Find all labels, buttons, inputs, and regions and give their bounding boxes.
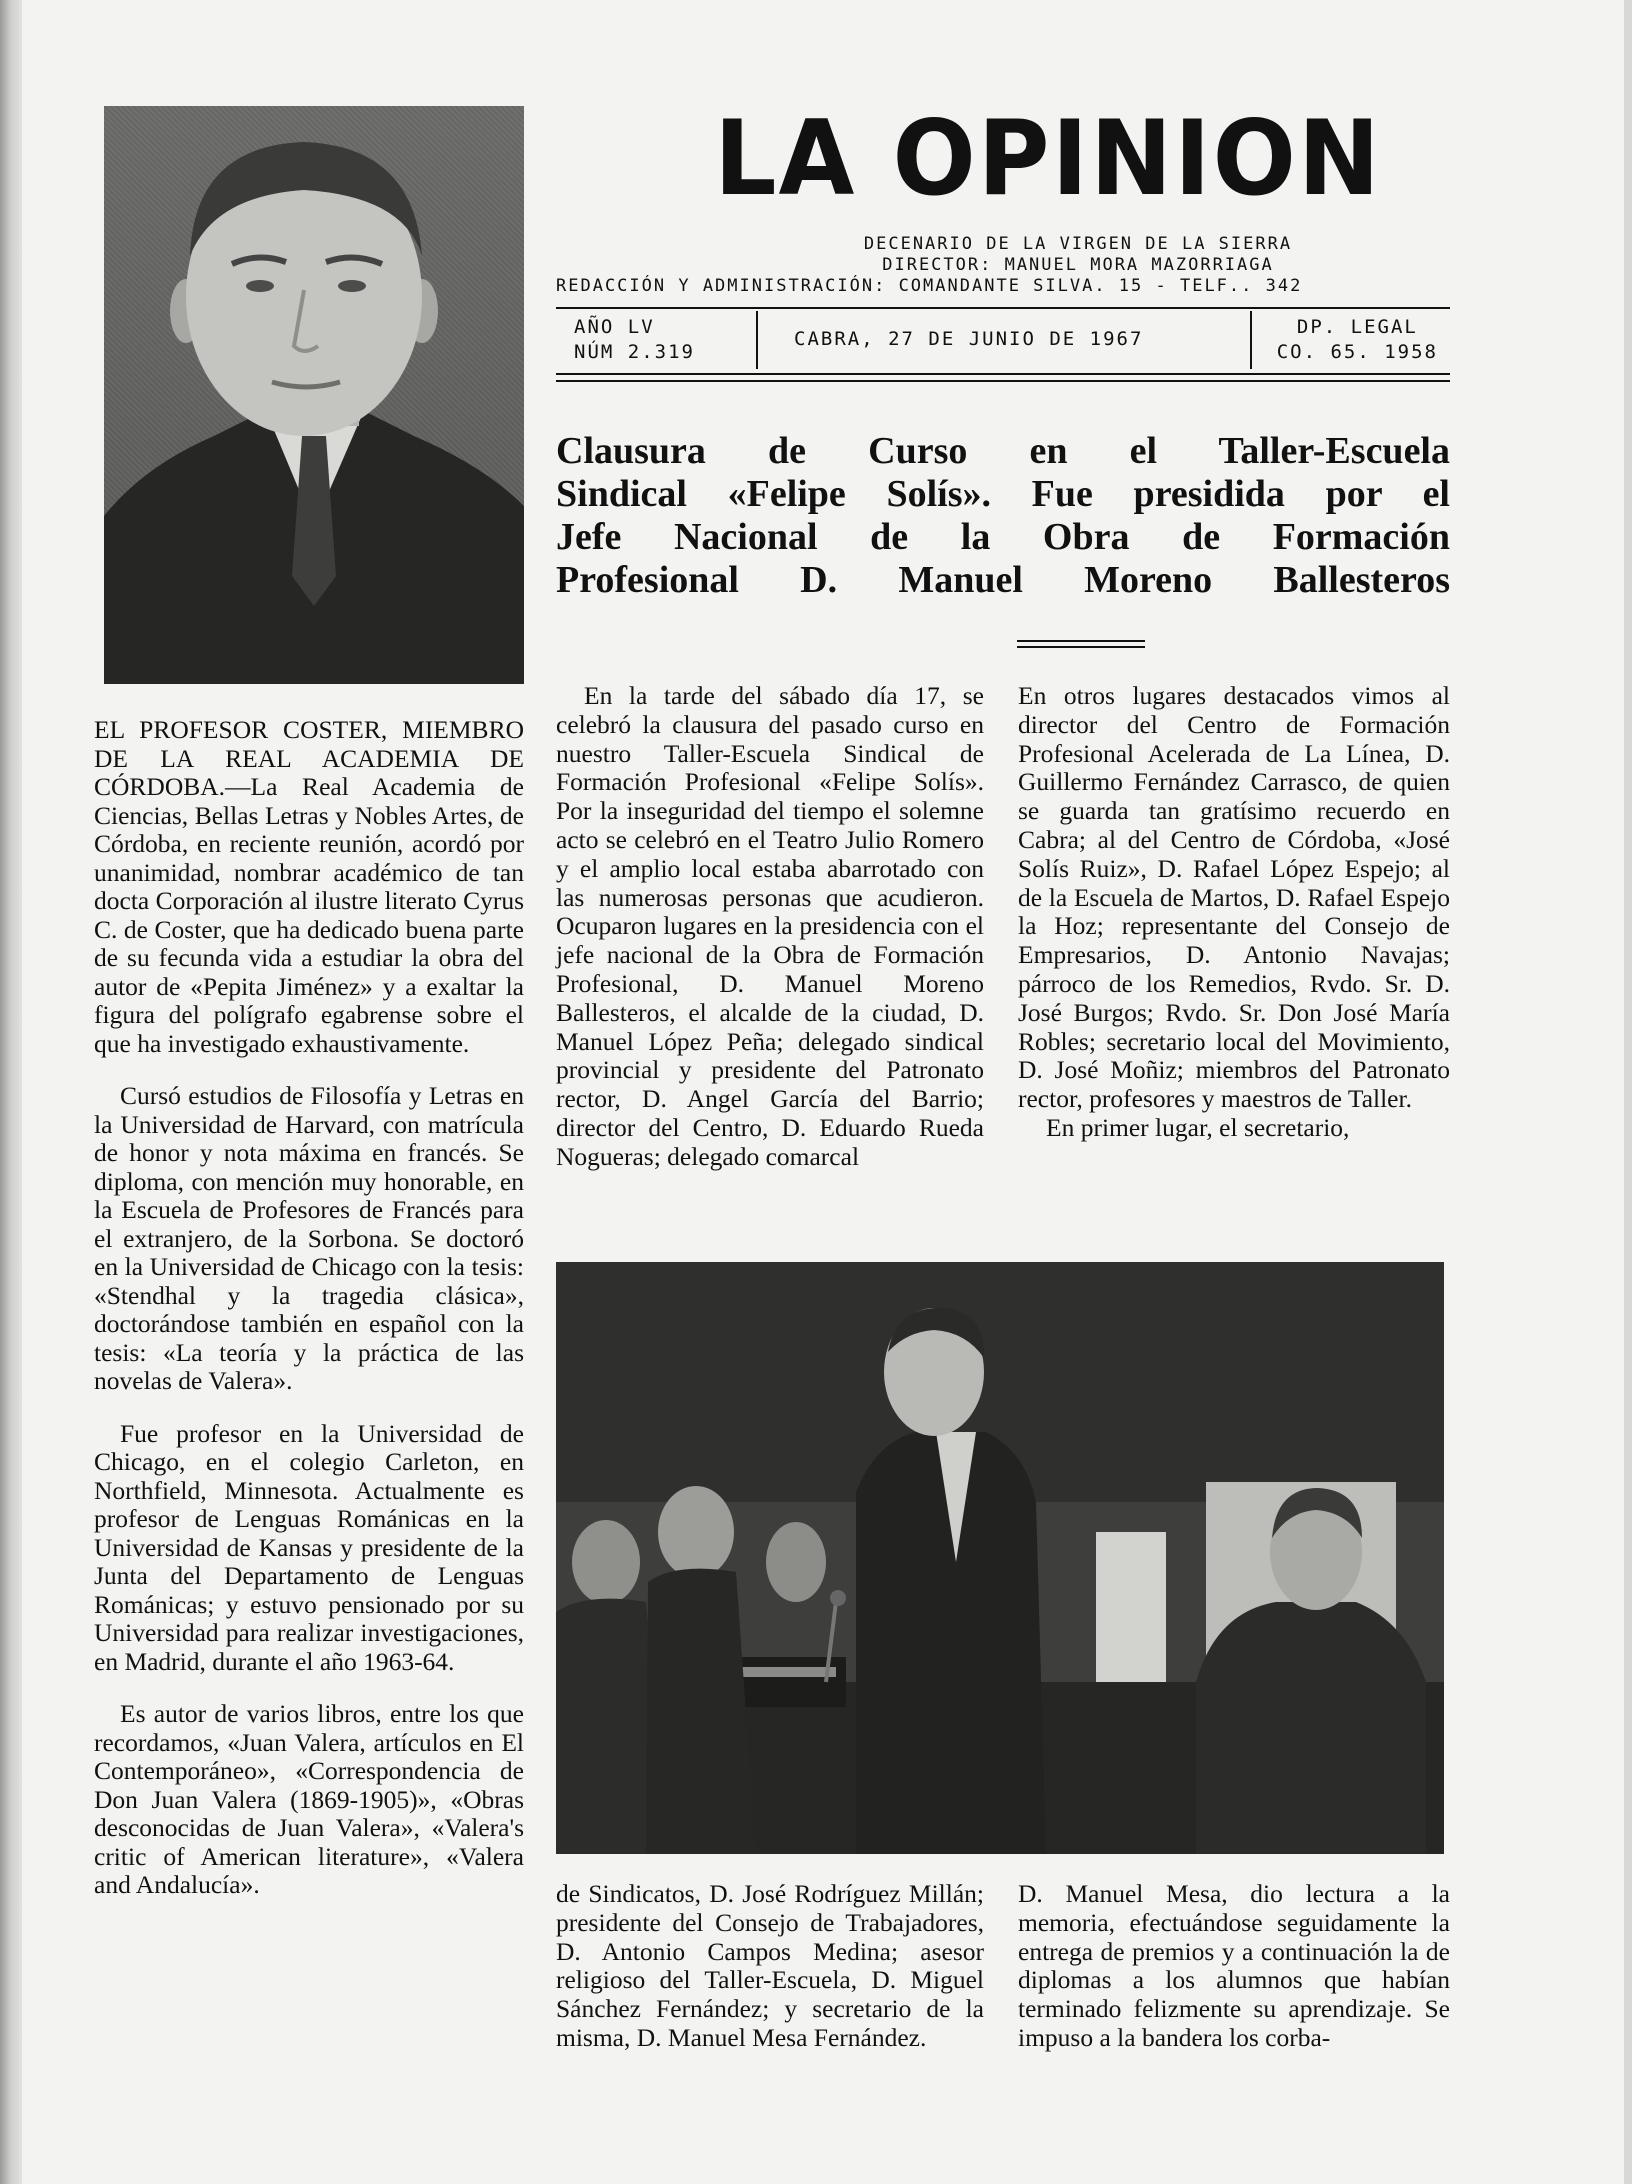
legal-deposit-label: DP. LEGAL xyxy=(1296,316,1418,338)
coster-paragraph-1: EL PROFESOR COSTER, MIEMBRO DE LA REAL ACADEMIA DE CÓRDOBA.—La Real Academia de Ciencias, Bellas Letras y Nobles Artes, de Córdoba, en reciente reunión, acordó por unanimidad, nombrar académico de tan docta Corporación al ilustre literato Cyrus C. de Coster, que ha dedicado buena parte de su fecunda vida a estudiar la obra del autor de «Pepita Jiménez» y a exaltar la figura del polígrafo egabrense sobre el que ha investigado exhaustivamente. xyxy=(94,715,524,1058)
issue-info-row xyxy=(556,309,1450,373)
issue-year: AÑO LV xyxy=(574,316,655,338)
headline-line-3: Jefe Nacional de la Obra de Formación xyxy=(556,516,1450,558)
article-col2-continued: En primer lugar, el secretario, xyxy=(1046,1112,1350,1142)
article-column-2 xyxy=(1018,682,1450,1143)
newspaper-title: LA OPINION xyxy=(714,98,1382,220)
masthead-rule-bottom xyxy=(556,373,1450,375)
issue-divider-right xyxy=(1250,311,1252,369)
article-col3-text: de Sindicatos, D. José Rodríguez Millán; presidente del Consejo de Trabajadores, D. Antonio Campos Medina; asesor religioso del Taller-Escuela, D. Miguel Sánchez Fernández; y secretario de la misma, D. Manuel Mesa Fernández. xyxy=(556,1879,984,2052)
legal-deposit-block xyxy=(1277,315,1438,365)
left-column-article xyxy=(94,716,524,1924)
headline-rule-2 xyxy=(1017,646,1145,648)
masthead-subtitle: DECENARIO DE LA VIRGEN DE LA SIERRA xyxy=(863,234,1293,254)
masthead-info xyxy=(556,234,1450,297)
issue-divider-left xyxy=(756,311,758,369)
masthead-rule-double xyxy=(556,380,1450,382)
ceremony-illustration xyxy=(556,1262,1444,1854)
headline-line-1: Clausura de Curso en el Taller-Escuela xyxy=(556,430,1450,472)
page-edge-shadow xyxy=(1624,0,1632,2184)
ceremony-photo xyxy=(556,1262,1444,1854)
issue-number: NÚM 2.319 xyxy=(574,341,695,363)
article-col4-text: D. Manuel Mesa, dio lectura a la memoria, efectuándose seguidamente la entrega de premios y a continuación la de diplomas a los alumnos que habían terminado felizmente su aprendizaje. Se impuso a la bandera los corba- xyxy=(1018,1879,1450,2052)
masthead-director: DIRECTOR: MANUEL MORA MAZORRIAGA xyxy=(882,255,1274,275)
article-column-1 xyxy=(556,682,984,1172)
legal-deposit-number: CO. 65. 1958 xyxy=(1276,341,1438,363)
article-col2-text: En otros lugares destacados vimos al director del Centro de Formación Profesional Acelerada de La Línea, D. Guillermo Fernández Carrasco, de quien se guarda tan gratísimo recuerdo en Cabra; al del Centro de Córdoba, «José Solís Ruiz», D. Rafael López Espejo; al de la Escuela de Martos, D. Rafael Espejo la Hoz; representante del Consejo de Empresarios, D. Antonio Navajas; párroco de los Remedios, Rvdo. Sr. D. José Burgos; Rvdo. Sr. Don José María Robles; secretario local del Movimiento, D. José Moñiz; miembros del Patronato rector, profesores y maestros de Taller. xyxy=(1018,681,1450,1114)
article-headline xyxy=(556,430,1450,602)
headline-line-2: Sindical «Felipe Solís». Fue presidida por el xyxy=(556,473,1450,515)
article-col1-text: En la tarde del sábado día 17, se celebró la clausura del pasado curso en nuestro Taller-Escuela Sindical de Formación Profesional «Felipe Solís». Por la inseguridad del tiempo el solemne acto se celebró en el Teatro Julio Romero y el amplio local estaba abarrotado con las numerosas personas que acudieron. Ocuparon lugares en la presidencia con el jefe nacional de la Obra de Formación Profesional, D. Manuel Moreno Ballesteros, el alcalde de la ciudad, D. Manuel López Peña; delegado sindical provincial y presidente del Patronato rector, D. Angel García del Barrio; director del Centro, D. Eduardo Rueda Nogueras; delegado comarcal xyxy=(556,681,984,1171)
article-column-4 xyxy=(1018,1880,1450,2053)
book-spine-edge xyxy=(0,0,22,2184)
masthead xyxy=(556,98,1450,382)
masthead-address: REDACCIÓN Y ADMINISTRACIÓN: COMANDANTE SILVA. 15 - TELF.. 342 xyxy=(556,276,1303,296)
portrait-illustration xyxy=(104,106,524,684)
issue-number-block xyxy=(574,315,695,365)
headline-line-4: Profesional D. Manuel Moreno Ballesteros xyxy=(556,559,1450,601)
coster-paragraph-2: Cursó estudios de Filosofía y Letras en la Universidad de Harvard, con matrícula de honor y nota máxima en francés. Se diploma, con mención muy honorable, en la Escuela de Profesores de Francés para el extranjero, de la Sorbona. Se doctoró en la Universidad de Chicago con la tesis: «Stendhal y la tragedia clásica», doctorándose también en español con la tesis: «La teoría y la práctica de las novelas de Valera». xyxy=(94,1081,524,1395)
coster-paragraph-4: Es autor de varios libros, entre los que recordamos, «Juan Valera, artículos en El Contemporáneo», «Correspondencia de Don Juan Valera (1869-1905)», «Obras desconocidas de Juan Valera», «Valera's critic of American literature», «Valera and Andalucía». xyxy=(94,1699,524,1899)
portrait-photo-coster xyxy=(104,106,524,684)
coster-paragraph-3: Fue profesor en la Universidad de Chicago, en el colegio Carleton, en Northfield, Minnesota. Actualmente es profesor de Lenguas Románicas en la Universidad de Kansas y presidente de la Junta del Departamento de Lenguas Románicas; y estuvo pensionado por su Universidad para realizar investigaciones, en Madrid, durante el año 1963-64. xyxy=(94,1418,524,1676)
headline-rule-1 xyxy=(1017,640,1145,642)
issue-dateline: CABRA, 27 DE JUNIO DE 1967 xyxy=(794,328,1144,350)
article-column-3 xyxy=(556,1880,984,2053)
